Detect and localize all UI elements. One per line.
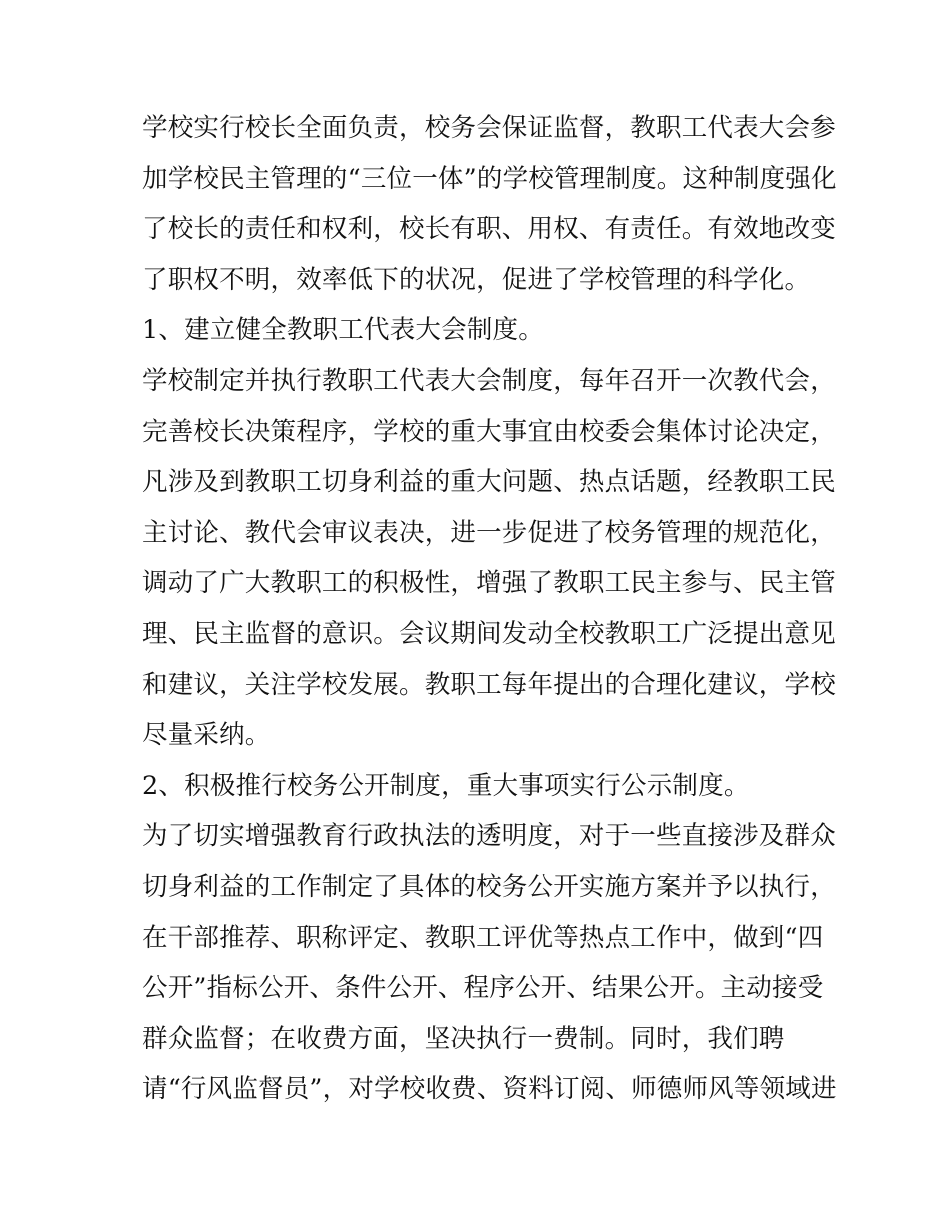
text-line: 学校制定并执行教职工代表大会制度，每年召开一次教代会， — [142, 365, 836, 396]
text-line: 请“行风监督员”，对学校收费、资料订阅、师德师风等领域进 — [142, 1074, 837, 1105]
text-line: 凡涉及到教职工切身利益的重大问题、热点话题，经教职工民 — [142, 467, 836, 498]
text-line: 调动了广大教职工的积极性，增强了教职工民主参与、民主管 — [142, 568, 836, 599]
text-line: 在干部推荐、职称评定、教职工评优等热点工作中，做到“四 — [142, 922, 824, 953]
text-line: 加学校民主管理的“三位一体”的学校管理制度。这种制度强化 — [142, 163, 837, 194]
text-line: 为了切实增强教育行政执法的透明度，对于一些直接涉及群众 — [142, 821, 836, 852]
text-line: 公开”指标公开、条件公开、程序公开、结果公开。主动接受 — [142, 973, 824, 1004]
section-heading-2: 2、积极推行校务公开制度，重大事项实行公示制度。 — [142, 770, 750, 801]
document-body — [142, 103, 837, 1115]
text-line: 理、民主监督的意识。会议期间发动全校教职工广泛提出意见 — [142, 618, 836, 649]
text-line: 了校长的责任和权利，校长有职、用权、有责任。有效地改变 — [142, 214, 836, 245]
text-line: 了职权不明，效率低下的状况，促进了学校管理的科学化。 — [142, 264, 811, 295]
text-line: 完善校长决策程序，学校的重大事宜由校委会集体讨论决定， — [142, 416, 836, 447]
text-line: 尽量采纳。 — [142, 720, 271, 751]
text-line: 主讨论、教代会审议表决，进一步促进了校务管理的规范化， — [142, 517, 836, 548]
text-line: 切身利益的工作制定了具体的校务公开实施方案并予以执行， — [142, 871, 836, 902]
text-line: 群众监督；在收费方面，坚决执行一费制。同时，我们聘 — [142, 1023, 785, 1054]
text-line: 学校实行校长全面负责，校务会保证监督，教职工代表大会参 — [142, 113, 836, 143]
text-line: 和建议，关注学校发展。教职工每年提出的合理化建议，学校 — [142, 669, 836, 700]
section-heading-1: 1、建立健全教职工代表大会制度。 — [142, 315, 544, 346]
